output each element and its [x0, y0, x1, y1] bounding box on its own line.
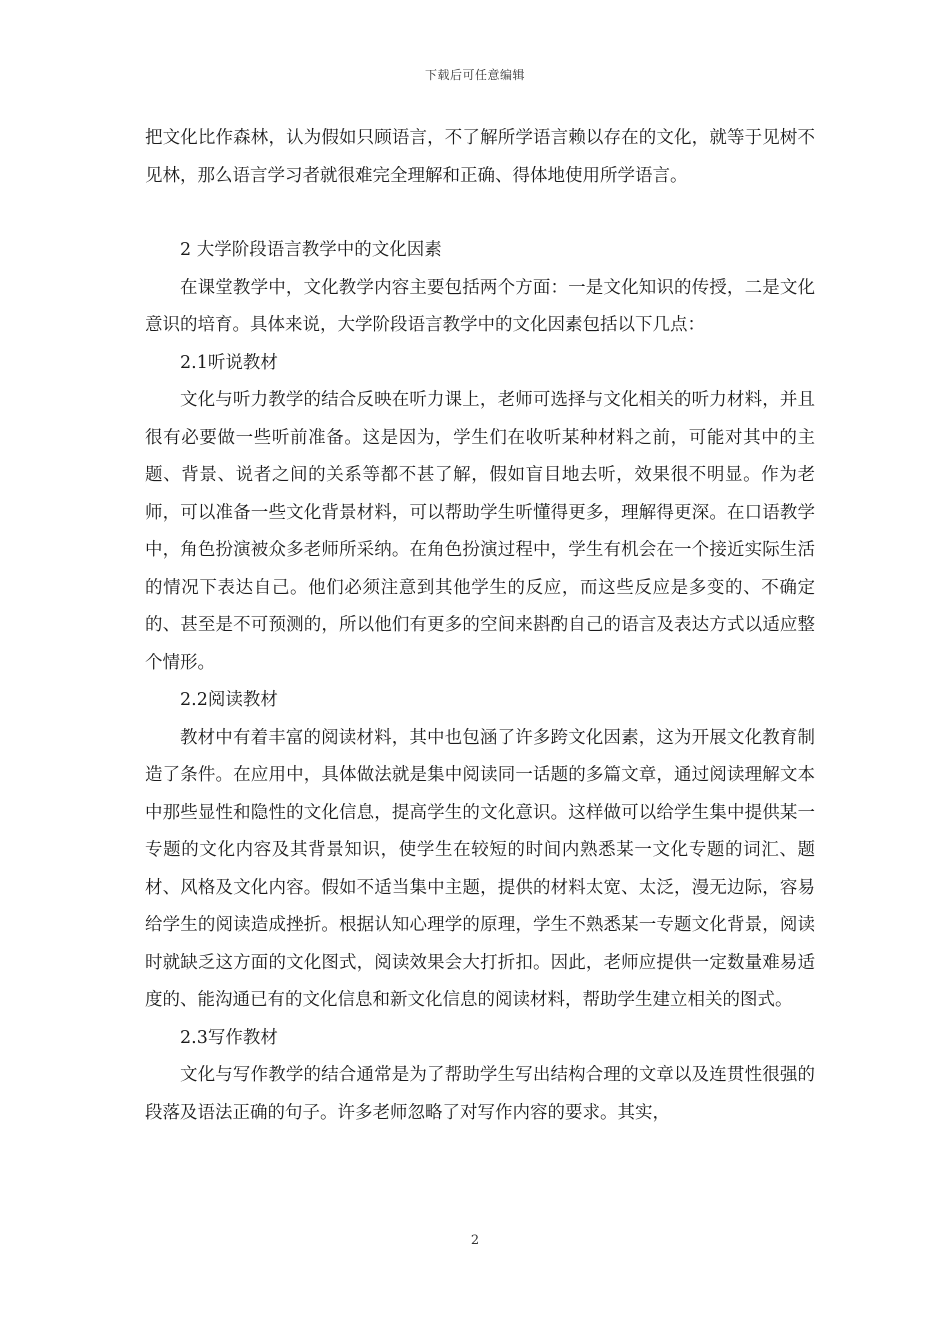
intro-continuation-paragraph: 把文化比作森林，认为假如只顾语言，不了解所学语言赖以存在的文化，就等于见树不见林，那么语言学习者就很难完全理解和正确、得体地使用所学语言。	[145, 128, 815, 186]
section-2-1-heading: 2.1听说教材	[180, 352, 278, 373]
section-2-2-paragraph: 教材中有着丰富的阅读材料，其中也包涵了许多跨文化因素，这为开展文化教育制造了条件。在应用中，具体做法就是集中阅读同一话题的多篇文章，通过阅读理解文本中那些显性和隐性的文化信息，提高学生的文化意识。这样做可以给学生集中提供某一专题的文化内容及其背景知识，使学生在较短的时间内熟悉某一文化专题的词汇、题材、风格及文化内容。假如不适当集中主题，提供的材料太宽、太泛，漫无边际，容易给学生的阅读造成挫折。根据认知心理学的原理，学生不熟悉某一专题文化背景，阅读时就缺乏这方面的文化图式，阅读效果会大打折扣。因此，老师应提供一定数量难易适度的、能沟通已有的文化信息和新文化信息的阅读材料，帮助学生建立相关的图式。	[145, 727, 815, 1010]
document-body	[145, 120, 815, 1132]
section-2-3-paragraph: 文化与写作教学的结合通常是为了帮助学生写出结构合理的文章以及连贯性很强的段落及语法正确的句子。许多老师忽略了对写作内容的要求。其实，	[145, 1065, 815, 1123]
section-2-1-paragraph: 文化与听力教学的结合反映在听力课上，老师可选择与文化相关的听力材料，并且很有必要做一些听前准备。这是因为，学生们在收听某种材料之前，可能对其中的主题、背景、说者之间的关系等都不甚了解，假如盲目地去听，效果很不明显。作为老师，可以准备一些文化背景材料，可以帮助学生听懂得更多，理解得更深。在口语教学中，角色扮演被众多老师所采纳。在角色扮演过程中，学生有机会在一个接近实际生活的情况下表达自己。他们必须注意到其他学生的反应，而这些反应是多变的、不确定的、甚至是不可预测的，所以他们有更多的空间来斟酌自己的语言及表达方式以适应整个情形。	[145, 390, 815, 673]
section-2-2-heading: 2.2阅读教材	[180, 690, 278, 710]
section-2-heading: 2 大学阶段语言教学中的文化因素	[180, 240, 442, 260]
section-2-3-heading: 2.3写作教材	[180, 1027, 278, 1048]
page-number: 2	[470, 1233, 480, 1248]
section-2-paragraph: 在课堂教学中，文化教学内容主要包括两个方面：一是文化知识的传授，二是文化意识的培育。具体来说，大学阶段语言教学中的文化因素包括以下几点：	[145, 277, 815, 335]
page-header-note: 下载后可任意编辑	[424, 68, 525, 82]
